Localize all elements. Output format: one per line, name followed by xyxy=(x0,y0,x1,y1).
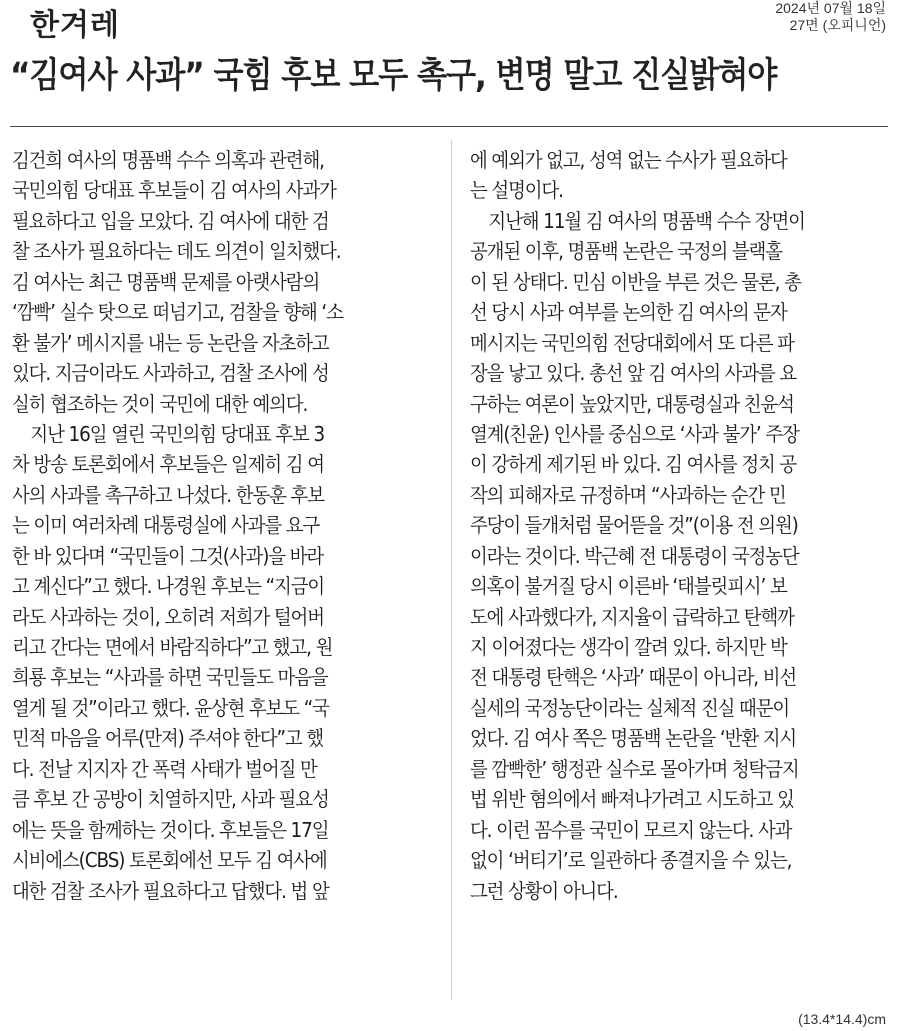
text-line: 고 계신다”고 했다. 나경원 후보는 “지금이 xyxy=(12,574,325,599)
text-line: 차 방송 토론회에서 후보들은 일제히 김 여 xyxy=(12,452,324,477)
text-line: 희룡 후보는 “사과를 하면 국민들도 마음을 xyxy=(12,665,328,690)
text-line: 었다. 김 여사 쪽은 명품백 논란을 ‘반환 지시 xyxy=(470,726,797,751)
text-line: 김건희 여사의 명품백 수수 의혹과 관련해, xyxy=(12,148,324,172)
text-line: 장을 낳고 있다. 총선 앞 김 여사의 사과를 요 xyxy=(470,361,797,386)
text-line: 는 이미 여러차례 대통령실에 사과를 요구 xyxy=(12,513,320,538)
article-column-left xyxy=(12,145,442,906)
text-line: 다. 이런 꼼수를 국민이 모르지 않는다. 사과 xyxy=(470,817,792,842)
text-line: ‘깜빡’ 실수 탓으로 떠넘기고, 검찰을 향해 ‘소 xyxy=(12,300,343,325)
text-line: 대한 검찰 조사가 필요하다고 답했다. 법 앞 xyxy=(12,878,329,903)
text-line: 메시지는 국민의힘 전당대회에서 또 다른 파 xyxy=(470,330,794,355)
text-line: 지 이어졌다는 생각이 깔려 있다. 하지만 박 xyxy=(470,635,787,659)
article-column-right xyxy=(470,145,894,906)
text-line: 있다. 지금이라도 사과하고, 검찰 조사에 성 xyxy=(12,361,329,386)
text-line: 민적 마음을 어루(만져) 주셔야 한다”고 했 xyxy=(12,726,324,751)
text-line: 다. 전날 지지자 간 폭력 사태가 벌어질 만 xyxy=(12,756,317,781)
text-line: 전 대통령 탄핵은 ‘사과’ 때문이 아니라, 비선 xyxy=(470,665,797,690)
text-line: 없이 ‘버티기’로 일관하다 종결지을 수 있는, xyxy=(470,848,792,873)
publication-date: 2024년 07월 18일 xyxy=(775,0,886,16)
text-line: 환 불가’ 메시지를 내는 등 논란을 자초하고 xyxy=(12,330,329,355)
clipping-size-note: (13.4*14.4)cm xyxy=(798,1011,886,1027)
text-line: 주당이 들개처럼 물어뜯을 것”(이용 전 의원) xyxy=(470,513,798,538)
text-line: 국민의힘 당대표 후보들이 김 여사의 사과가 xyxy=(12,178,336,203)
headline-rule xyxy=(10,126,888,127)
text-line: 의혹이 불거질 당시 이른바 ‘태블릿피시’ 보 xyxy=(470,574,787,599)
text-line: 실세의 국정농단이라는 실체적 진실 때문이 xyxy=(470,695,790,720)
text-line: 도에 사과했다가, 지지율이 급락하고 탄핵까 xyxy=(470,604,794,629)
text-line: 김 여사는 최근 명품백 문제를 아랫사람의 xyxy=(12,269,320,294)
text-line: 를 깜빡한’ 행정관 실수로 몰아가며 청탁금지 xyxy=(470,756,799,781)
text-line: 에는 뜻을 함께하는 것이다. 후보들은 17일 xyxy=(12,817,329,842)
text-line: 사의 사과를 촉구하고 나섰다. 한동훈 후보 xyxy=(12,482,324,507)
text-line: 구하는 여론이 높았지만, 대통령실과 친윤석 xyxy=(470,391,794,416)
text-line: 라도 사과하는 것이, 오히려 저희가 털어버 xyxy=(12,604,324,629)
article-headline: “김여사 사과” 국힘 후보 모두 촉구, 변명 말고 진실밝혀야 xyxy=(10,56,777,96)
publication-meta xyxy=(775,0,886,34)
text-line: 큼 후보 간 공방이 치열하지만, 사과 필요성 xyxy=(12,787,329,812)
page-section: 27면 (오피니언) xyxy=(789,17,886,33)
text-line: 작의 피해자로 규정하며 “사과하는 순간 민 xyxy=(470,482,786,507)
text-line: 에 예외가 없고, 성역 없는 수사가 필요하다 xyxy=(470,148,787,172)
text-line: 시비에스(CBS) 토론회에선 모두 김 여사에 xyxy=(12,848,327,873)
text-line: 한 바 있다며 “국민들이 그것(사과)을 바라 xyxy=(12,543,324,568)
column-divider xyxy=(451,140,452,1000)
text-line: 열게 될 것”이라고 했다. 윤상현 후보도 “국 xyxy=(12,695,329,720)
text-line: 이 강하게 제기된 바 있다. 김 여사를 정치 공 xyxy=(470,452,797,477)
text-line: 열계(친윤) 인사를 중심으로 ‘사과 불가’ 주장 xyxy=(470,421,799,446)
text-line: 리고 간다는 면에서 바람직하다”고 했고, 원 xyxy=(12,635,333,659)
text-line: 그런 상황이 아니다. xyxy=(470,878,618,903)
hankyoreh-logo: 한겨레 xyxy=(30,8,120,43)
text-line: 는 설명이다. xyxy=(470,178,563,203)
text-line: 선 당시 사과 여부를 논의한 김 여사의 문자 xyxy=(470,300,787,325)
text-line: 공개된 이후, 명품백 논란은 국정의 블랙홀 xyxy=(470,239,782,264)
text-line: 실히 협조하는 것이 국민에 대한 예의다. xyxy=(12,391,308,416)
text-line: 찰 조사가 필요하다는 데도 의견이 일치했다. xyxy=(12,239,341,264)
text-line: 이라는 것이다. 박근혜 전 대통령이 국정농단 xyxy=(470,543,799,568)
text-line: 필요하다고 입을 모았다. 김 여사에 대한 검 xyxy=(12,208,329,233)
paragraph-start-line: 지난 16일 열린 국민의힘 당대표 후보 3 xyxy=(30,421,325,446)
text-line: 법 위반 혐의에서 빠져나가려고 시도하고 있 xyxy=(470,787,794,812)
paragraph-start-line: 지난해 11월 김 여사의 명품백 수수 장면이 xyxy=(488,208,805,233)
text-line: 이 된 상태다. 민심 이반을 부른 것은 물론, 총 xyxy=(470,269,801,294)
